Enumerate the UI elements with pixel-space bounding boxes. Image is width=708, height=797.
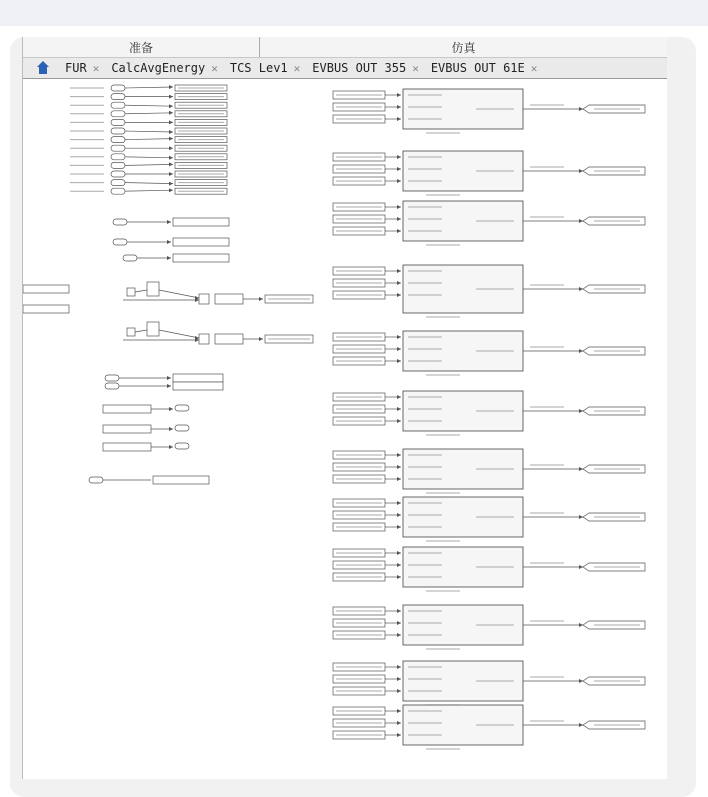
logic-block	[147, 322, 159, 336]
arrow-head	[397, 677, 401, 681]
signal-line	[125, 157, 173, 158]
inport-block	[105, 375, 119, 381]
arrow-head	[397, 563, 401, 567]
gain-block	[173, 254, 229, 262]
arrow-head	[397, 733, 401, 737]
arrow-head	[397, 453, 401, 457]
arrow-head	[397, 293, 401, 297]
arrow-head	[169, 156, 173, 160]
switch-group	[215, 334, 243, 344]
model-tab-bar	[23, 58, 667, 79]
inport-block	[111, 171, 125, 177]
arrow-head	[169, 95, 173, 99]
arrow-head	[169, 120, 173, 124]
menu-prep-label: 准备	[128, 40, 153, 55]
arrow-head	[397, 501, 401, 505]
const-block	[127, 288, 135, 296]
signal-line	[135, 330, 147, 332]
inport-block	[111, 94, 125, 100]
const-block	[127, 328, 135, 336]
from-block	[103, 405, 151, 413]
arrow-head	[169, 104, 173, 108]
arrow-head	[397, 167, 401, 171]
arrow-head	[259, 337, 263, 341]
arrow-head	[169, 407, 173, 411]
arrow-head	[397, 93, 401, 97]
gain-block	[173, 238, 229, 246]
model-editor-window	[22, 37, 667, 779]
arrow-head	[397, 419, 401, 423]
inport-block	[113, 219, 127, 225]
inport-block	[111, 85, 125, 91]
arrow-head	[169, 427, 173, 431]
arrow-head	[397, 407, 401, 411]
signal-line	[125, 87, 173, 88]
inport-block	[105, 383, 119, 389]
signal-line	[125, 183, 173, 184]
signal-line	[125, 105, 173, 106]
tab-calcavgenergy[interactable]	[105, 61, 224, 75]
signal-line	[125, 113, 173, 114]
inport-block	[113, 239, 127, 245]
switch-block	[199, 334, 209, 344]
close-icon[interactable]: ✕	[412, 61, 419, 75]
tab-evbus-out-355[interactable]	[306, 61, 425, 75]
arrow-head	[397, 205, 401, 209]
gain-block	[173, 218, 229, 226]
arrow-head	[397, 709, 401, 713]
from-block	[23, 305, 69, 313]
inport-block	[123, 255, 137, 261]
close-icon[interactable]: ✕	[211, 61, 218, 75]
tab-label: CalcAvgEnergy	[111, 61, 206, 75]
arrow-head	[397, 179, 401, 183]
inport-block	[111, 128, 125, 134]
close-icon[interactable]: ✕	[530, 61, 538, 75]
menu-section-prep[interactable]	[23, 37, 260, 57]
arrow-head	[169, 137, 173, 141]
signal-line	[125, 164, 173, 165]
inport-block	[111, 188, 125, 194]
signal-line	[135, 290, 147, 292]
arrow-head	[169, 172, 173, 176]
arrow-head	[397, 229, 401, 233]
close-icon[interactable]: ✕	[92, 61, 100, 75]
arrow-head	[397, 689, 401, 693]
inport-block	[111, 154, 125, 160]
arrow-head	[397, 665, 401, 669]
inport-block	[111, 180, 125, 186]
arrow-head	[397, 575, 401, 579]
goto-block	[153, 476, 209, 484]
tab-label: EVBUS OUT 61E	[430, 61, 525, 75]
arrow-head	[167, 256, 171, 260]
signal-line	[159, 290, 199, 298]
switch-group	[215, 294, 243, 304]
switch-block	[199, 294, 209, 304]
tab-label: FUR	[65, 61, 87, 75]
arrow-head	[169, 111, 173, 115]
arrow-head	[397, 395, 401, 399]
arrow-head	[397, 621, 401, 625]
arrow-head	[397, 477, 401, 481]
inport-block	[111, 102, 125, 108]
menu-sim-label: 仿真	[451, 40, 476, 55]
arrow-head	[169, 85, 173, 89]
arrow-head	[397, 465, 401, 469]
browser-top-band	[0, 0, 708, 26]
inport-block	[111, 111, 125, 117]
arrow-head	[397, 117, 401, 121]
arrow-head	[397, 105, 401, 109]
outport-block	[175, 405, 189, 411]
arrow-head	[167, 240, 171, 244]
arrow-head	[397, 633, 401, 637]
inport-block	[89, 477, 103, 483]
inport-block	[111, 162, 125, 168]
arrow-head	[397, 525, 401, 529]
arrow-head	[169, 146, 173, 150]
outport-block	[175, 443, 189, 449]
from-block	[23, 285, 69, 293]
close-icon[interactable]: ✕	[293, 61, 301, 75]
arrow-head	[167, 384, 171, 388]
block-diagram	[23, 79, 667, 779]
tab-label: TCS Lev1	[229, 61, 288, 75]
arrow-head	[169, 182, 173, 186]
arrow-head	[167, 220, 171, 224]
tab-fur[interactable]	[59, 61, 105, 75]
arrow-head	[397, 335, 401, 339]
model-canvas[interactable]	[23, 79, 667, 779]
arrow-head	[169, 188, 173, 192]
inport-block	[111, 137, 125, 143]
inport-block	[111, 119, 125, 125]
goto-block	[173, 374, 223, 382]
tab-label: EVBUS OUT 355	[312, 61, 407, 75]
arrow-head	[397, 551, 401, 555]
arrow-head	[397, 281, 401, 285]
menu-bar	[23, 37, 667, 58]
arrow-head	[397, 269, 401, 273]
goto-block	[173, 382, 223, 390]
signal-line	[125, 190, 173, 191]
signal-line	[125, 139, 173, 140]
arrow-head	[169, 445, 173, 449]
logic-block	[147, 282, 159, 296]
from-block	[103, 425, 151, 433]
signal-line	[125, 131, 173, 132]
arrow-head	[397, 721, 401, 725]
arrow-head	[167, 376, 171, 380]
arrow-head	[169, 130, 173, 134]
arrow-head	[397, 347, 401, 351]
arrow-head	[259, 297, 263, 301]
home-icon[interactable]	[35, 61, 51, 75]
from-block	[103, 443, 151, 451]
arrow-head	[397, 513, 401, 517]
arrow-head	[397, 609, 401, 613]
signal-line	[159, 330, 199, 338]
arrow-head	[397, 217, 401, 221]
outport-block	[175, 425, 189, 431]
tab-tcs-lev1[interactable]	[224, 61, 306, 75]
menu-section-sim[interactable]	[260, 37, 667, 57]
arrow-head	[397, 155, 401, 159]
tab-evbus-out-61e[interactable]	[425, 61, 544, 75]
inport-block	[111, 145, 125, 151]
arrow-head	[397, 359, 401, 363]
arrow-head	[169, 162, 173, 166]
